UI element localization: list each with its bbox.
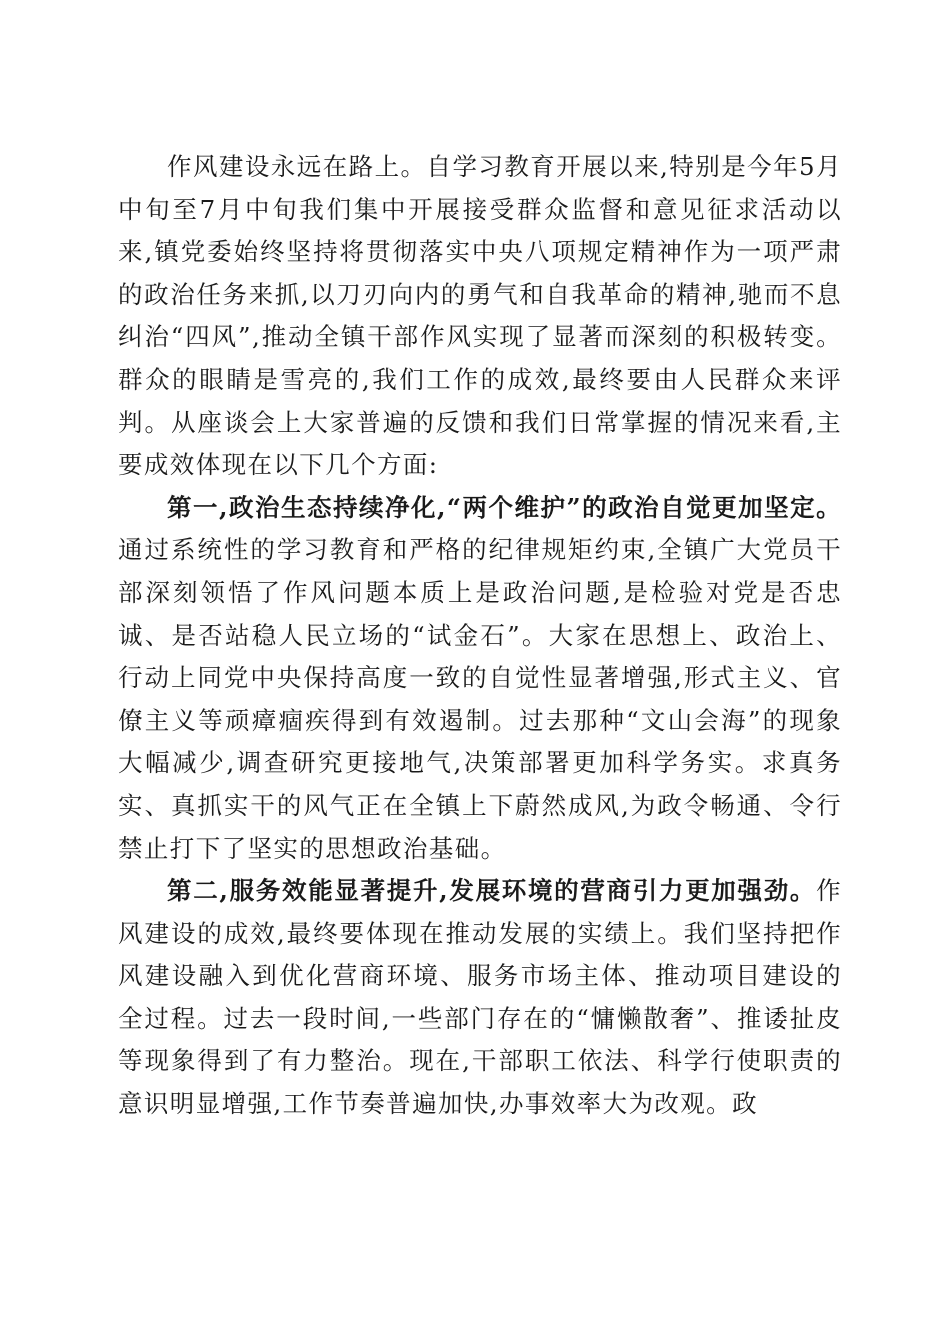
paragraph-second-point <box>118 870 842 1126</box>
paragraph-first-point-lead: 第一,政治生态持续净化,“两个维护”的政治自觉更加坚定。 <box>167 492 842 522</box>
paragraph-first-point-text: 通过系统性的学习教育和严格的纪律规矩约束,全镇广大党员干部深刻领悟了作风问题本质上是政治问题,是检验对党是否忠诚、是否站稳人民立场的“试金石”。大家在思想上、政治上、行动上同党中央保持高度一致的自觉性显著增强,形式主义、官僚主义等顽瘴痼疾得到有效遏制。过去那种“文山会海”的现象大幅减少,调查研究更接地气,决策部署更加科学务实。求真务实、真抓实干的风气正在全镇上下蔚然成风,为政令畅通、令行禁止打下了坚实的思想政治基础。 <box>118 535 842 863</box>
paragraph-intro-text: 作风建设永远在路上。自学习教育开展以来,特别是今年5月中旬至7月中旬我们集中开展接受群众监督和意见征求活动以来,镇党委始终坚持将贯彻落实中央八项规定精神作为一项严肃的政治任务来抓,以刀刃向内的勇气和自我革命的精神,驰而不息纠治“四风”,推动全镇干部作风实现了显著而深刻的积极转变。群众的眼睛是雪亮的,我们工作的成效,最终要由人民群众来评判。从座谈会上大家普遍的反馈和我们日常掌握的情况来看,主要成效体现在以下几个方面: <box>118 152 842 480</box>
document-body <box>118 146 842 1126</box>
paragraph-intro <box>118 146 842 487</box>
paragraph-second-point-lead: 第二,服务效能显著提升,发展环境的营商引力更加强劲。 <box>167 876 817 906</box>
paragraph-second-point-text: 作风建设的成效,最终要体现在推动发展的实绩上。我们坚持把作风建设融入到优化营商环境、服务市场主体、推动项目建设的全过程。过去一段时间,一些部门存在的“慵懒散奢”、推诿扯皮等现象得到了有力整治。现在,干部职工依法、科学行使职责的意识明显增强,工作节奏普遍加快,办事效率大为改观。政 <box>118 876 842 1119</box>
paragraph-first-point <box>118 487 842 870</box>
